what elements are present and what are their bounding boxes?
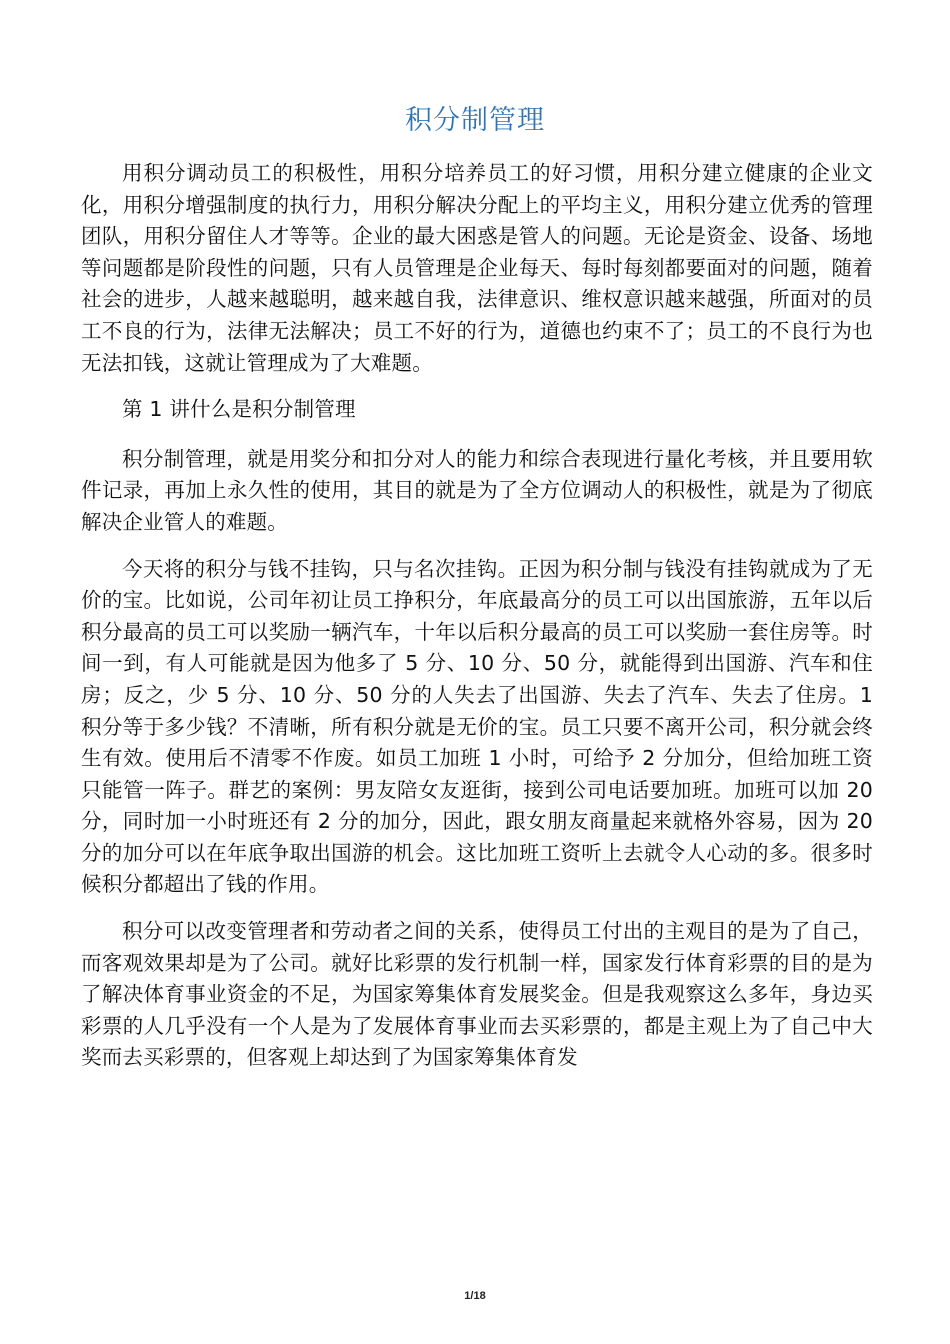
paragraph-definition: 积分制管理，就是用奖分和扣分对人的能力和综合表现进行量化考核，并且要用软件记录，再加上永久性的使用，其目的就是为了全方位调动人的积极性，就是为了彻底解决企业管人的难题。 — [81, 446, 873, 534]
paragraph-intro: 用积分调动员工的积极性，用积分培养员工的好习惯，用积分建立健康的企业文化，用积分增强制度的执行力，用积分解决分配上的平均主义，用积分建立优秀的管理团队，用积分留住人才等等。企业的最大困惑是管人的问题。无论是资金、设备、场地等问题都是阶段性的问题，只有人员管理是企业每天、每时每刻都要面对的问题，随着社会的进步，人越来越聪明，越来越自我，法律意识、维权意识越来越强，所面对的员工不良的行为，法律无法解决；员工不好的行为，道德也约束不了；员工的不良行为也无法扣钱，这就让管理成为了大难题。 — [81, 161, 873, 375]
document-title: 积分制管理 — [405, 105, 545, 136]
section-heading: 第 1 讲什么是积分制管理 — [122, 397, 356, 422]
paragraph-points-ranking: 今天将的积分与钱不挂钩，只与名次挂钩。正因为积分制与钱没有挂钩就成为了无价的宝。比如说，公司年初让员工挣积分，年底最高分的员工可以出国旅游，五年以后积分最高的员工可以奖励一辆汽车，十年以后积分最高的员工可以奖励一套住房等。时间一到，有人可能就是因为他多了 5 分、10 分、50 分，就能得到出国游、汽车和住房；反之，少 5 分、10 分、50 分的人失去了出国游、失去了汽车、失去了住房。1 积分等于多少钱？不清晰，所有积分就是无价的宝。员工只要不离开公司，积分就会终生有效。使用后不清零不作废。如员工加班 1 小时，可给予 2 分加分，但给加班工资只能管一阵子。群艺的案例：男友陪女友逛街，接到公司电话要加班。加班可以加 20 分，同时加一小时班还有 2 分的加分，因此，跟女朋友商量起来就格外容易，因为 20 分的加分可以在年底争取出国游的机会。这比加班工资听上去就令人心动的多。很多时候积分都超出了钱的作用。 — [81, 556, 873, 897]
document-body — [81, 158, 873, 1089]
paragraph-relationship: 积分可以改变管理者和劳动者之间的关系，使得员工付出的主观目的是为了自己，而客观效果却是为了公司。就好比彩票的发行机制一样，国家发行体育彩票的目的是为了解决体育事业资金的不足，为国家筹集体育发展奖金。但是我观察这么多年，身边买彩票的人几乎没有一个人是为了发展体育事业而去买彩票的，都是主观上为了自己中大奖而去买彩票的，但客观上却达到了为国家筹集体育发 — [81, 919, 873, 1070]
page-number: 1/18 — [464, 1290, 486, 1302]
